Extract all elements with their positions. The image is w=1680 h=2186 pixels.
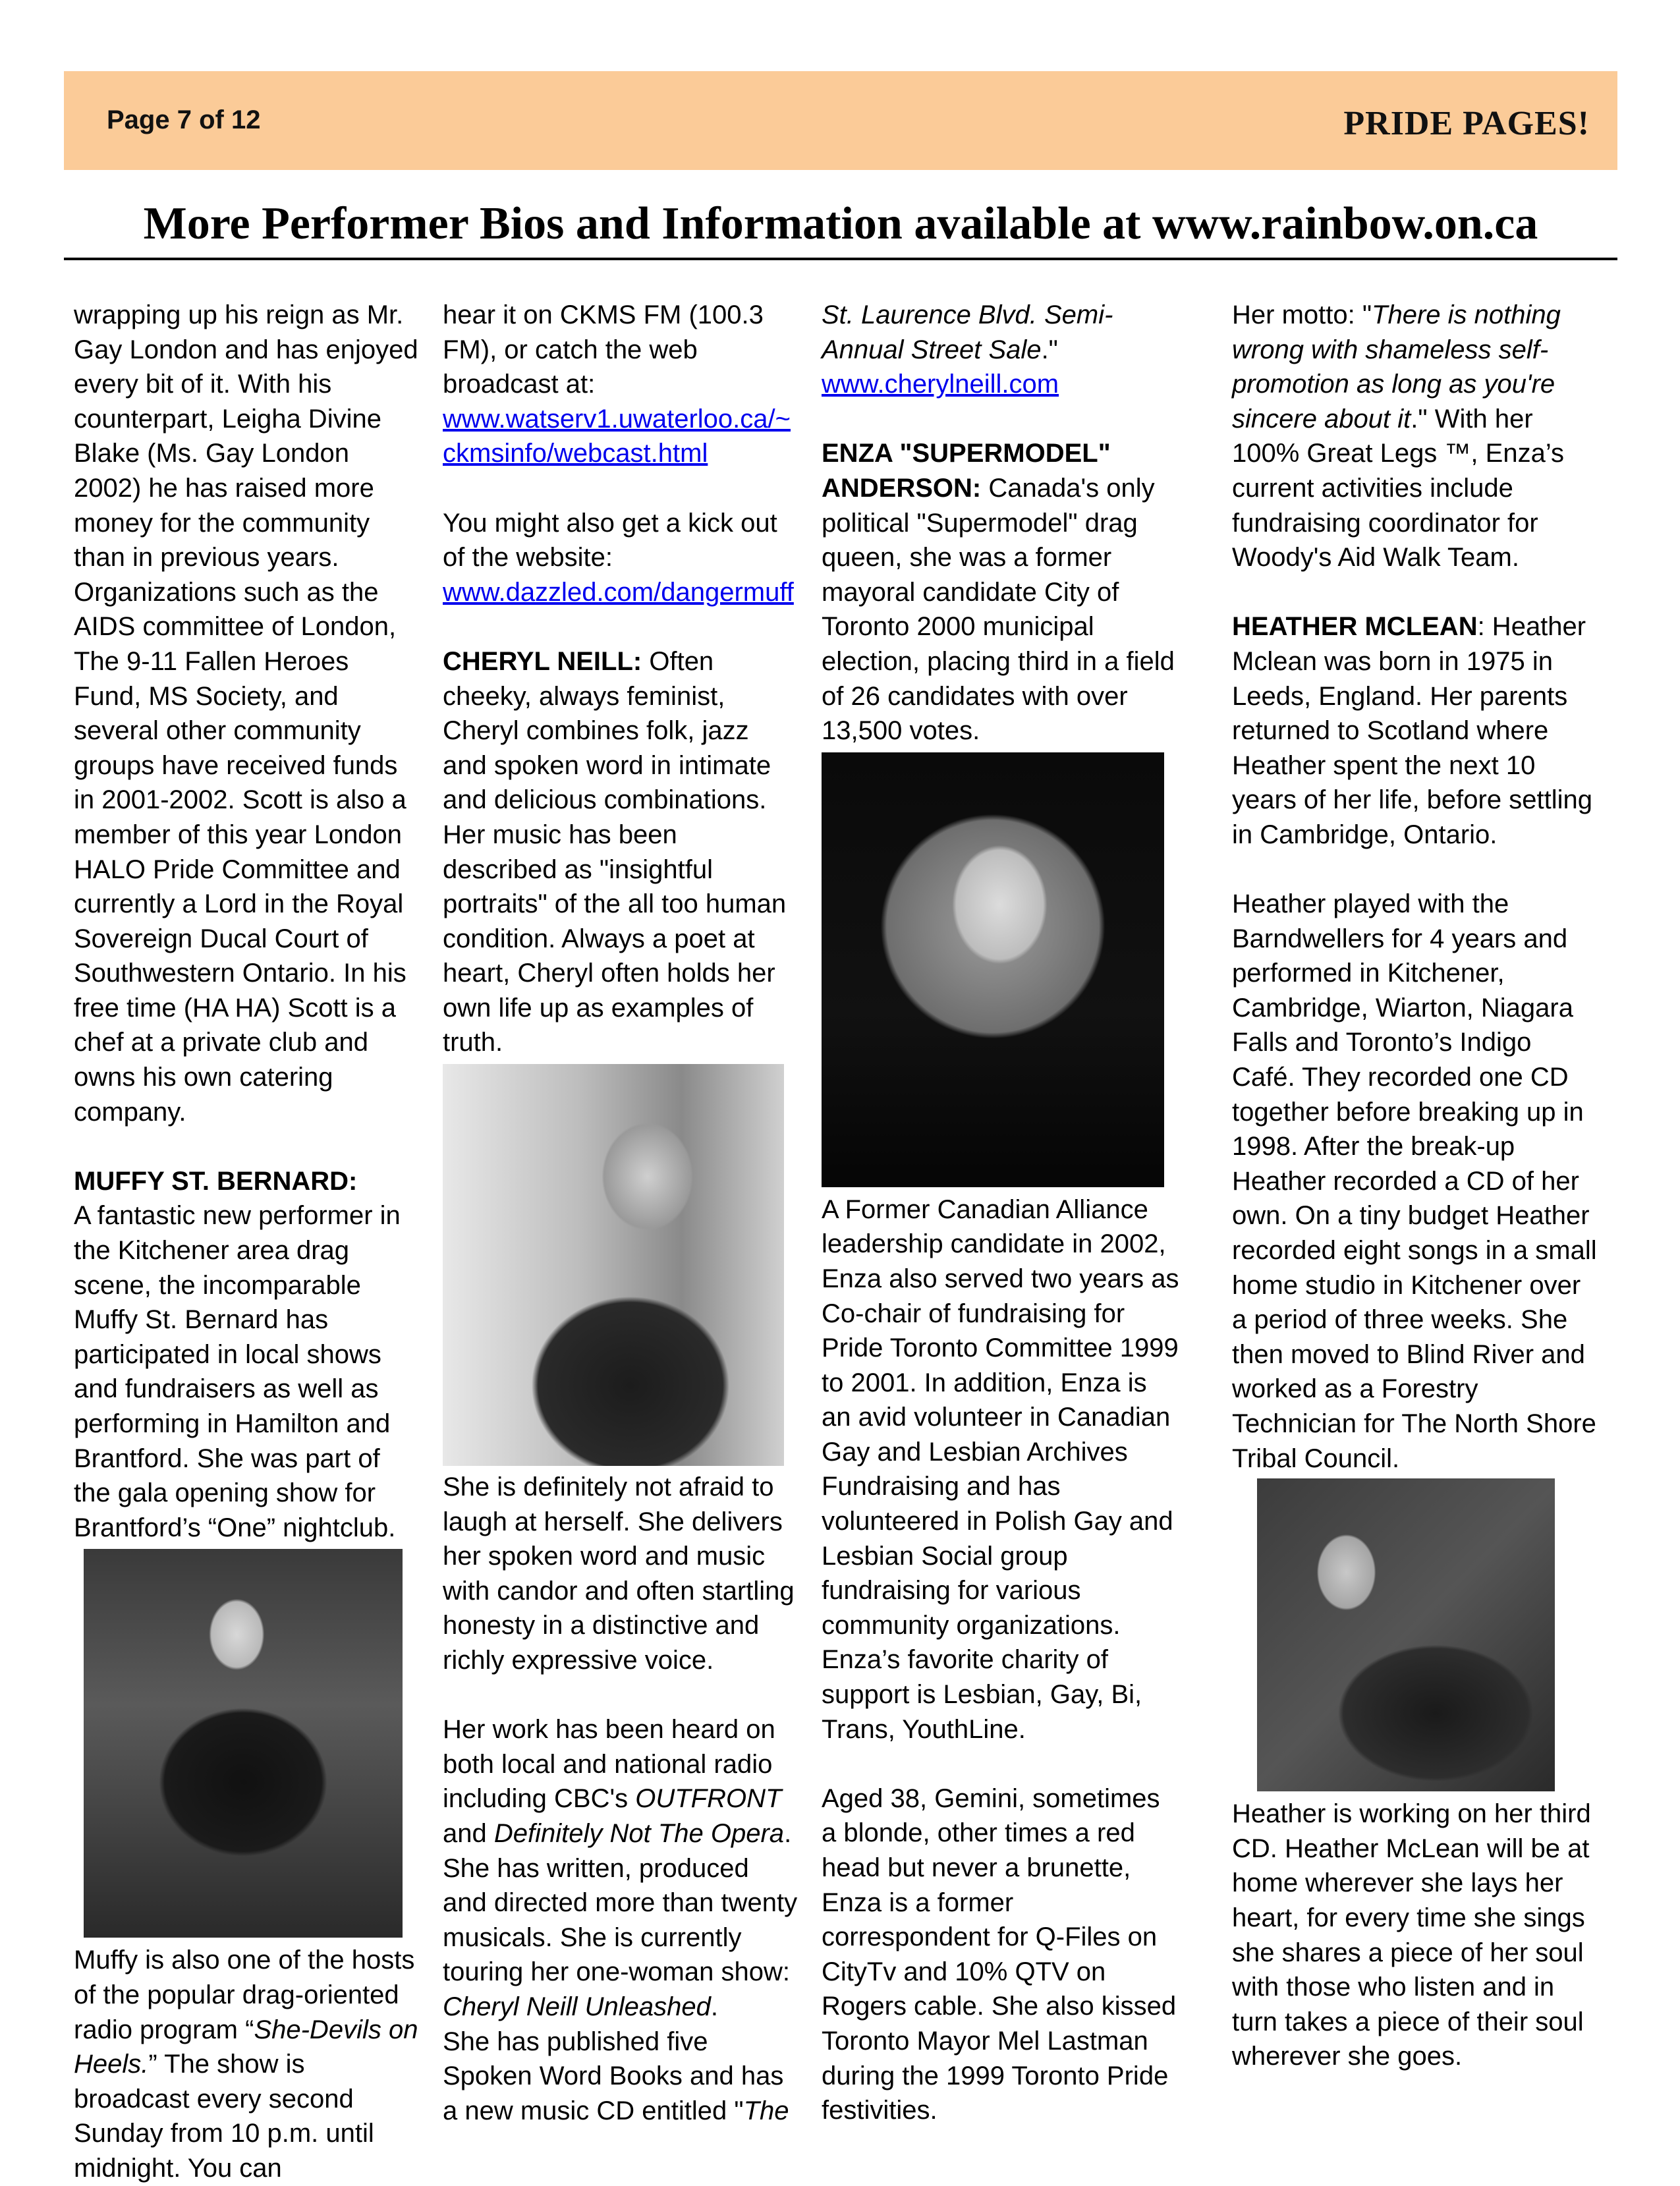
muffy-bio-2 <box>74 1943 423 2185</box>
cheryl-bio-2: She is definitely not afraid to laugh at herself. She delivers her spoken word and music with candor and often startling honesty in a distinctive and richly expressive voice. <box>443 1472 795 1675</box>
website-info-text: You might also get a kick out of the website: <box>443 508 777 573</box>
muffy-photo <box>84 1549 403 1938</box>
website-info <box>443 506 798 610</box>
heather-photo <box>1257 1478 1555 1791</box>
cheryl-bio-3-period: . <box>710 1992 718 2021</box>
webcast-link[interactable] <box>443 405 791 468</box>
motto-intro: Her motto: " <box>1232 300 1372 329</box>
enza-heading: ENZA "SUPERMODEL" ANDERSON: <box>822 439 1111 503</box>
show-definitely-not-the-opera: Definitely Not The Opera <box>493 1819 785 1848</box>
show-outfront: OUTFRONT <box>635 1784 782 1814</box>
cheryl-photo <box>443 1064 784 1466</box>
publication-name: PRIDE PAGES! <box>1343 105 1590 142</box>
muffy-heading-text: MUFFY ST. BERNARD: <box>74 1166 358 1196</box>
cheryl-bio-4 <box>443 2025 798 2129</box>
cheryl-heading: CHERYL NEILL: <box>443 646 642 676</box>
cheryl-bio-3-text: Her work has been heard on both local and national radio including CBC's <box>443 1715 775 1814</box>
column-2 <box>443 298 798 2128</box>
cd-title-italic: St. Laurence Blvd. Semi-Annual Street Sale <box>822 300 1113 364</box>
column-3 <box>822 298 1181 2128</box>
muffy-heading <box>74 1164 423 1199</box>
radio-info-text: hear it on CKMS FM (100.3 FM), or catch the web broadcast at: <box>443 300 764 399</box>
show-cheryl-neill-unleashed: Cheryl Neill Unleashed <box>443 1992 711 2021</box>
webcast-link-line1[interactable]: www.watserv1.uwaterloo.ca/~ <box>443 404 791 434</box>
cheryl-bio-1 <box>443 644 798 1060</box>
cd-title-start: The <box>743 2096 789 2125</box>
heather-bio-2: Heather played with the Barndwellers for 4 years and performed in Kitchener, Cambridge, Wiarton, Niagara Falls and Toronto’s Indigo Café. They recorded one CD together before breaking up in 1998. After the break-up Heather recorded a CD of her own. On a tiny budget Heather recorded eight songs in a small home studio in Kitchener over a period of three weeks. She then moved to Blind River and worked as a Forestry Technician for The North Shore Tribal Council. <box>1232 889 1597 1473</box>
page-header-band <box>64 71 1617 170</box>
enza-bio-2: A Former Canadian Alliance leadership candidate in 2002, Enza also served two years as Co-chair of fundraising for Pride Toronto Committee 1999 to 2001. In addition, Enza is an avid volunteer in Canadian Gay and Lesbian Archives Fundraising and has volunteered in Polish Gay and Lesbian Social group fundraising for various community organizations. Enza’s favorite charity of support is Lesbian, Gay, Bi, Trans, YouthLine. <box>822 1194 1179 1744</box>
heather-bio-3: Heather is working on her third CD. Heather McLean will be at home wherever she lays her heart, for every time she sings she shares a piece of her soul with those who listen and in turn takes a piece of their soul wherever she goes. <box>1232 1799 1591 2071</box>
cheryl-bio-4-text: She has published five Spoken Word Books and has a new music CD entitled " <box>443 2027 784 2125</box>
cd-title-end: ." <box>1041 335 1058 364</box>
muffy-bio-1: A fantastic new performer in the Kitchener area drag scene, the incomparable Muffy St. Bernard has participated in local shows and fundraisers as well as performing in Hamilton and Brantford. She was part of the gala opening show for Brantford’s “One” nightclub. <box>74 1201 401 1542</box>
cheryl-bio-3-and: and <box>443 1819 494 1848</box>
muffy-bio-2-text: Muffy is also one of the hosts of the popular drag-oriented radio program “ <box>74 1946 415 2044</box>
enza-bio-1-text: Canada's only political "Supermodel" drag queen, she was a former mayoral candidate City of Toronto 2000 municipal election, placing third in a field of 26 candidates with over 13,500 votes. <box>822 473 1175 746</box>
radio-info <box>443 298 798 471</box>
radio-show-title: She-Devils on Heels. <box>74 2015 418 2079</box>
dangermuff-link[interactable]: www.dazzled.com/dangermuff <box>443 577 794 607</box>
cherylneill-link[interactable]: www.cherylneill.com <box>822 370 1059 399</box>
enza-photo <box>822 752 1164 1187</box>
column-4 <box>1232 298 1601 2074</box>
title-divider <box>64 258 1617 260</box>
muffy-bio-2-text-end: ” The show is broadcast every second Sunday from 10 p.m. until midnight. You can <box>74 2050 374 2183</box>
cheryl-bio-3 <box>443 1712 798 2024</box>
cheryl-bio-1-text: Often cheeky, always feminist, Cheryl combines folk, jazz and spoken word in intimate and delicious combinations. Her music has been described as "insightful portraits" of the all too human condition. Always a poet at heart, Cheryl often holds her own life up as examples of truth. <box>443 646 787 1057</box>
heather-bio-1 <box>1232 609 1601 852</box>
webcast-link-line2[interactable]: ckmsinfo/webcast.html <box>443 439 708 468</box>
page-indicator: Page 7 of 12 <box>107 105 261 134</box>
heather-bio-1-text: : Heather Mclean was born in 1975 in Leeds, England. Her parents returned to Scotland where Heather spent the next 10 years of her life, before settling in Cambridge, Ontario. <box>1232 612 1592 849</box>
cheryl-bio-3-text-2: . She has written, produced and directed more than twenty musicals. She is currently touring her one-woman show: <box>443 1819 798 1987</box>
page-title: More Performer Bios and Information available at www.rainbow.on.ca <box>143 198 1538 249</box>
heather-heading: HEATHER MCLEAN <box>1232 612 1478 642</box>
enza-bio-1 <box>822 436 1181 748</box>
enza-motto <box>1232 298 1601 575</box>
column-1 <box>74 298 423 2186</box>
motto-quote: There is nothing wrong with shameless self-promotion as long as you're sincere about it <box>1232 300 1561 434</box>
cd-title-continued <box>822 298 1181 402</box>
motto-text: ." With her 100% Great Legs ™, Enza’s current activities include fundraising coordinator for Woody's Aid Walk Team. <box>1232 404 1564 573</box>
scott-bio-continued: wrapping up his reign as Mr. Gay London and has enjoyed every bit of it. With his counterpart, Leigha Divine Blake (Ms. Gay London 2002) he has raised more money for the community than in previous years. Organizations such as the AIDS committee of London, The 9-11 Fallen Heroes Fund, MS Society, and several other community groups have received funds in 2001-2002. Scott is also a member of this year London HALO Pride Committee and currently a Lord in the Royal Sovereign Ducal Court of Southwestern Ontario. In his free time (HA HA) Scott is a chef at a private club and owns his own catering company. <box>74 300 418 1127</box>
enza-bio-3: Aged 38, Gemini, sometimes a blonde, other times a red head but never a brunette, Enza is a former correspondent for Q-Files on CityTv and 10% QTV on Rogers cable. She also kissed Toronto Mayor Mel Lastman during the 1999 Toronto Pride festivities. <box>822 1783 1177 2125</box>
